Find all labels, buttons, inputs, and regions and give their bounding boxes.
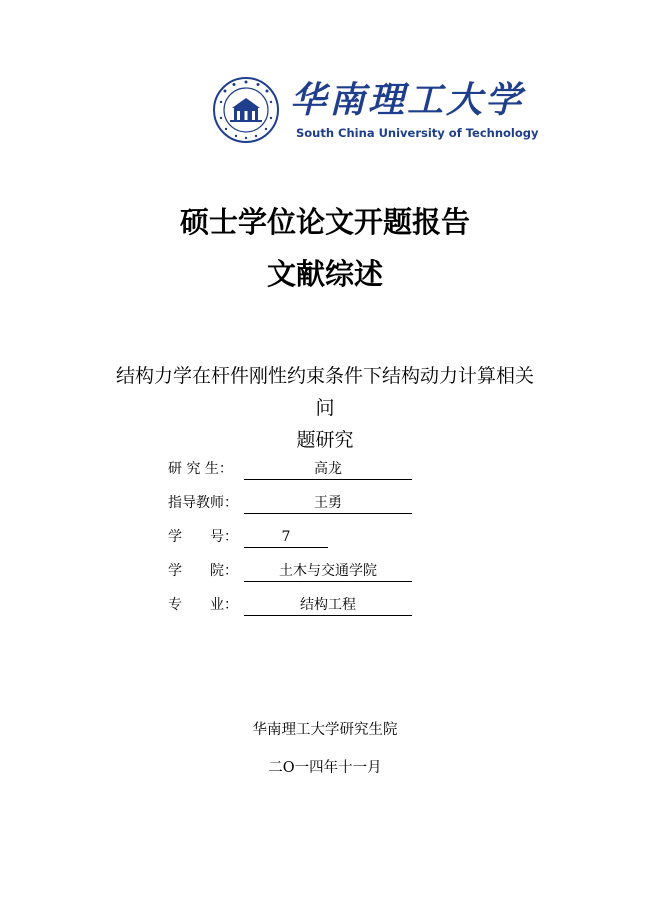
info-row-id [168, 526, 468, 560]
student-value: 高龙 [244, 458, 412, 480]
student-info [168, 458, 468, 628]
report-date: 二O一四年十一月 [268, 760, 382, 776]
id-label: 学 号： [168, 529, 238, 545]
report-subtitle: 文献综述 [266, 257, 383, 291]
info-row-major [168, 594, 468, 628]
id-value: 7 [244, 526, 328, 548]
school-label: 学 院： [168, 563, 238, 579]
student-label: 研 究 生： [168, 461, 233, 477]
graduate-school: 华南理工大学研究生院 [252, 722, 398, 738]
major-value: 结构工程 [244, 594, 412, 616]
thesis-title-line-2: 题研究 [296, 429, 354, 451]
report-title: 硕士学位论文开题报告 [179, 205, 470, 239]
info-row-advisor [168, 492, 468, 526]
thesis-title [110, 360, 540, 456]
university-name-en: South China University of Technology [296, 126, 539, 140]
university-name-cn: 华南理工大学 [290, 79, 525, 121]
thesis-title-line-1: 结构力学在杆件刚性约束条件下结构动力计算相关问 [115, 365, 534, 419]
university-logo [212, 76, 539, 146]
info-row-school [168, 560, 468, 594]
info-row-student [168, 458, 468, 492]
major-label: 专 业： [168, 597, 238, 613]
advisor-label: 指导教师： [168, 495, 238, 511]
advisor-value: 王勇 [244, 492, 412, 514]
school-value: 土木与交通学院 [244, 560, 412, 582]
university-seal-icon [212, 76, 280, 144]
